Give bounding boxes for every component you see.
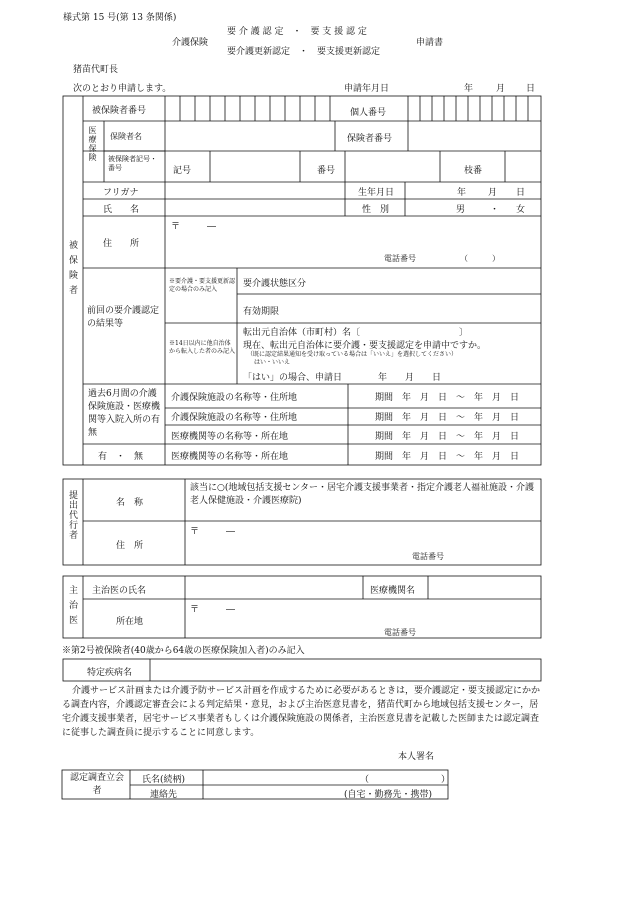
facility-history-label: 過去6月間の介護保険施設・医療機関等入院入所の有無: [88, 389, 161, 438]
bango-label: 番号: [317, 166, 336, 176]
header-row2: 要介護更新認定 ・ 要支援更新認定: [227, 47, 381, 57]
date-label: 申請年月日: [344, 84, 390, 94]
doctor-phone-label: 電話番号: [384, 628, 416, 637]
witness-contact-value: (自宅・勤務先・携帯): [344, 790, 433, 800]
agent-phone-label: 電話番号: [412, 552, 444, 561]
note-second-insured: ※第2号被保険者(40歳から64歳の医療保険加入者)のみ記入: [62, 646, 305, 656]
facility-row-3: 医療機関等の名称等・所在地: [171, 432, 289, 442]
sex-dot: ・: [490, 205, 500, 215]
witness-name-paren: （ ）: [360, 775, 451, 785]
date-day: 日: [526, 84, 536, 94]
agent-postal: 〒 ―: [190, 527, 236, 537]
insurer-name-label: 保険者名: [110, 132, 142, 141]
address-label: 住 所: [103, 239, 140, 249]
doctor-location-label: 所在地: [116, 617, 144, 627]
postal-mark: 〒 ―: [171, 222, 217, 232]
form-number: 様式第 15 号(第 13 条関係): [63, 13, 177, 23]
transfer-line3: （既に認定結果通知を受け取っている場合は「いいえ」を選択してください）: [247, 351, 458, 358]
phone-label: 電話番号: [384, 254, 416, 263]
insured-no-label: 被保険者番号: [92, 106, 147, 116]
doctor-institution-label: 医療機関名: [370, 586, 416, 596]
yes-no-label: 有 ・ 無: [98, 452, 144, 462]
facility-row-1: 介護保険施設の名称等・住所地: [171, 393, 298, 403]
witness-name-label: 氏名(続柄): [142, 775, 186, 785]
insured-symbol-label: 被保険者記号・番号: [108, 155, 157, 172]
valid-period-label: 有効期限: [243, 307, 280, 317]
section-agent: 提出代行者: [67, 490, 77, 540]
period-3: 期間 年 月 日 ～ 年 月 日: [375, 432, 520, 442]
birth-year: 年: [457, 188, 467, 198]
facility-row-4: 医療機関等の名称等・所在地: [171, 452, 289, 462]
sex-male: 男: [456, 205, 466, 215]
mayor-label: 猪苗代町長: [73, 65, 119, 75]
transfer-note: ※14日以内に他自治体から転入した者のみ記入: [169, 340, 236, 355]
disease-label: 特定疾病名: [87, 668, 133, 678]
transfer-line1: 転出元自治体（市町村）名〔 〕: [243, 328, 469, 338]
intro-text: 次のとおり申請します。: [73, 84, 172, 94]
agent-name-note: 該当に○(地域包括支援センター・居宅介護支援事業者・指定介護老人福祉施設・介護老人保健施設・介護医療院): [190, 483, 535, 506]
facility-row-2: 介護保険施設の名称等・住所地: [171, 413, 298, 423]
birth-day: 日: [516, 188, 526, 198]
transfer-line4: はい・いいえ: [254, 359, 291, 366]
transfer-line2: 現在、転出元自治体に要介護・要支援認定を申請中ですか。: [243, 341, 487, 351]
shinseisho-label: 申請書: [416, 38, 444, 48]
renewal-note: ※要介護・要支援更新認定の場合のみ記入: [169, 278, 236, 293]
witness-label: 認定調査立会者: [69, 773, 124, 796]
birth-month: 月: [488, 188, 498, 198]
doctor-postal: 〒 ―: [190, 605, 236, 615]
doctor-name-label: 主治医の氏名: [92, 586, 147, 596]
edaban-label: 枝番: [464, 166, 483, 176]
agent-name-label: 名 称: [116, 498, 144, 508]
signature-label: 本人署名: [398, 752, 435, 762]
medical-ins-label: 医療保険: [88, 126, 97, 162]
section-insured: 被保険者: [67, 240, 77, 300]
birth-label: 生年月日: [358, 188, 395, 198]
prev-result-label: 前回の要介護認定の結果等: [87, 306, 160, 329]
care-level-label: 要介護状態区分: [243, 279, 307, 289]
section-doctor: 主治医: [67, 585, 77, 630]
name-label: 氏 名: [103, 205, 140, 215]
agent-address-label: 住 所: [116, 541, 144, 551]
phone-paren: （ ）: [460, 254, 500, 263]
sex-female: 女: [516, 205, 526, 215]
transfer-line5: 「はい」の場合、申請日 年 月 日: [243, 373, 442, 383]
witness-contact-label: 連絡先: [150, 790, 178, 800]
insurer-no-label: 保険者番号: [347, 134, 393, 144]
kaigo-hoken-label: 介護保険: [172, 38, 209, 48]
consent-text: 介護サービス計画または介護予防サービス計画を作成するために必要があるときは，要介護認定・要支援認定にかかる調査内容，介護認定審査会による判定結果・意見，および主治医意見書を，猪苗代町から地域包括支援センター，居宅介護支援事業者，居宅サービス事業者もしくは介護保険施設の関係者，主治医意見書を記載した医師または認定調査に従事した調査員に提示することに同意します。: [62, 686, 541, 738]
sex-label: 性 別: [362, 205, 390, 215]
personal-no-label: 個人番号: [350, 108, 387, 118]
period-4: 期間 年 月 日 ～ 年 月 日: [375, 452, 520, 462]
kigo-label: 記号: [173, 166, 192, 176]
furigana-label: フリガナ: [103, 188, 139, 198]
period-1: 期間 年 月 日 ～ 年 月 日: [375, 393, 520, 403]
period-2: 期間 年 月 日 ～ 年 月 日: [375, 413, 520, 423]
date-year: 年: [464, 84, 474, 94]
date-month: 月: [496, 84, 506, 94]
header-row1: 要 介 護 認 定 ・ 要 支 援 認 定: [227, 27, 367, 37]
